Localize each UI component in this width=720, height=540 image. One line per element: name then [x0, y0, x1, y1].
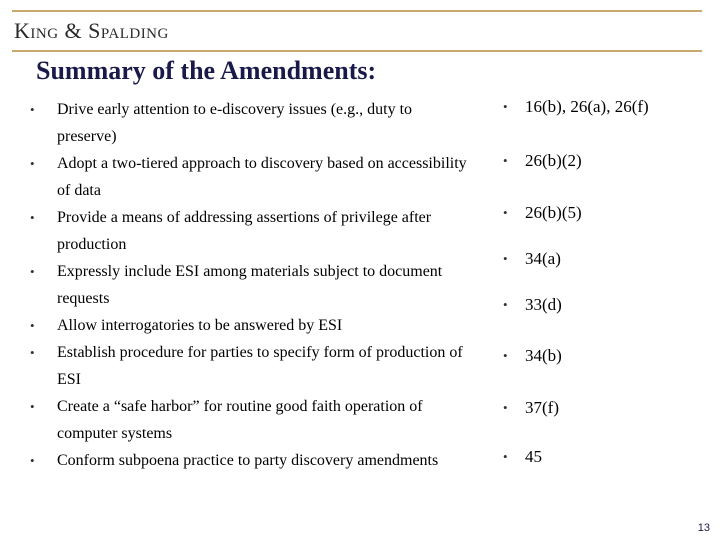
bullet-icon: • [503, 348, 508, 363]
amendment-description: Allow interrogatories to be answered by ESI [57, 317, 343, 334]
bullet-icon: • [503, 205, 508, 220]
amendment-rule-item [503, 248, 561, 270]
bullet-icon: • [503, 297, 508, 312]
amendment-description: Expressly include ESI among materials subject to document requests [57, 263, 443, 307]
amendment-rule-item [503, 446, 542, 468]
amendment-rule-item [503, 96, 649, 118]
amendment-description: Provide a means of addressing assertions of privilege after production [57, 209, 432, 253]
bullet-icon: • [503, 153, 508, 168]
amendment-rule-item [503, 150, 582, 172]
bullet-icon: • [30, 102, 35, 117]
bullet-icon: • [30, 210, 35, 225]
amendment-description: Conform subpoena practice to party discovery amendments [57, 452, 439, 469]
header-bottom-rule [12, 50, 702, 52]
brand-logo: King & Spalding [14, 18, 169, 43]
amendment-description: Establish procedure for parties to specify form of production of ESI [57, 344, 463, 388]
amendment-description-item [30, 447, 475, 474]
amendment-rule: 34(a) [525, 249, 561, 268]
bullet-icon: • [30, 264, 35, 279]
amendment-rule: 33(d) [525, 295, 562, 314]
page-number: 13 [697, 522, 710, 534]
amendment-rule: 34(b) [525, 346, 562, 365]
bullet-icon: • [30, 345, 35, 360]
amendment-description-item [30, 204, 475, 258]
amendment-rule: 16(b), 26(a), 26(f) [525, 97, 649, 116]
amendment-description-item [30, 96, 475, 150]
amendment-rule: 45 [525, 447, 542, 466]
amendment-rule: 26(b)(2) [525, 151, 582, 170]
amendment-rule: 26(b)(5) [525, 203, 582, 222]
bullet-icon: • [503, 400, 508, 415]
amendment-description: Drive early attention to e-discovery issues (e.g., duty to preserve) [57, 101, 413, 145]
bullet-icon: • [503, 251, 508, 266]
amendment-rule-item [503, 294, 562, 316]
amendment-description-list [30, 96, 475, 474]
bullet-icon: • [503, 449, 508, 464]
bullet-icon: • [30, 453, 35, 468]
amendment-description-item [30, 393, 475, 447]
bullet-icon: • [30, 318, 35, 333]
amendment-description-item [30, 312, 475, 339]
amendment-description-item [30, 150, 475, 204]
amendment-description-item [30, 339, 475, 393]
amendment-rule-item [503, 345, 562, 367]
amendment-description: Create a “safe harbor” for routine good faith operation of computer systems [57, 398, 423, 442]
bullet-icon: • [503, 99, 508, 114]
bullet-icon: • [30, 156, 35, 171]
amendment-rule-item [503, 202, 582, 224]
amendment-rule: 37(f) [525, 398, 559, 417]
amendment-description: Adopt a two-tiered approach to discovery based on accessibility of data [57, 155, 467, 199]
bullet-icon: • [30, 399, 35, 414]
amendment-description-item [30, 258, 475, 312]
amendment-rule-item [503, 397, 559, 419]
header-top-rule [12, 10, 702, 12]
slide-title: Summary of the Amendments: [36, 56, 377, 85]
